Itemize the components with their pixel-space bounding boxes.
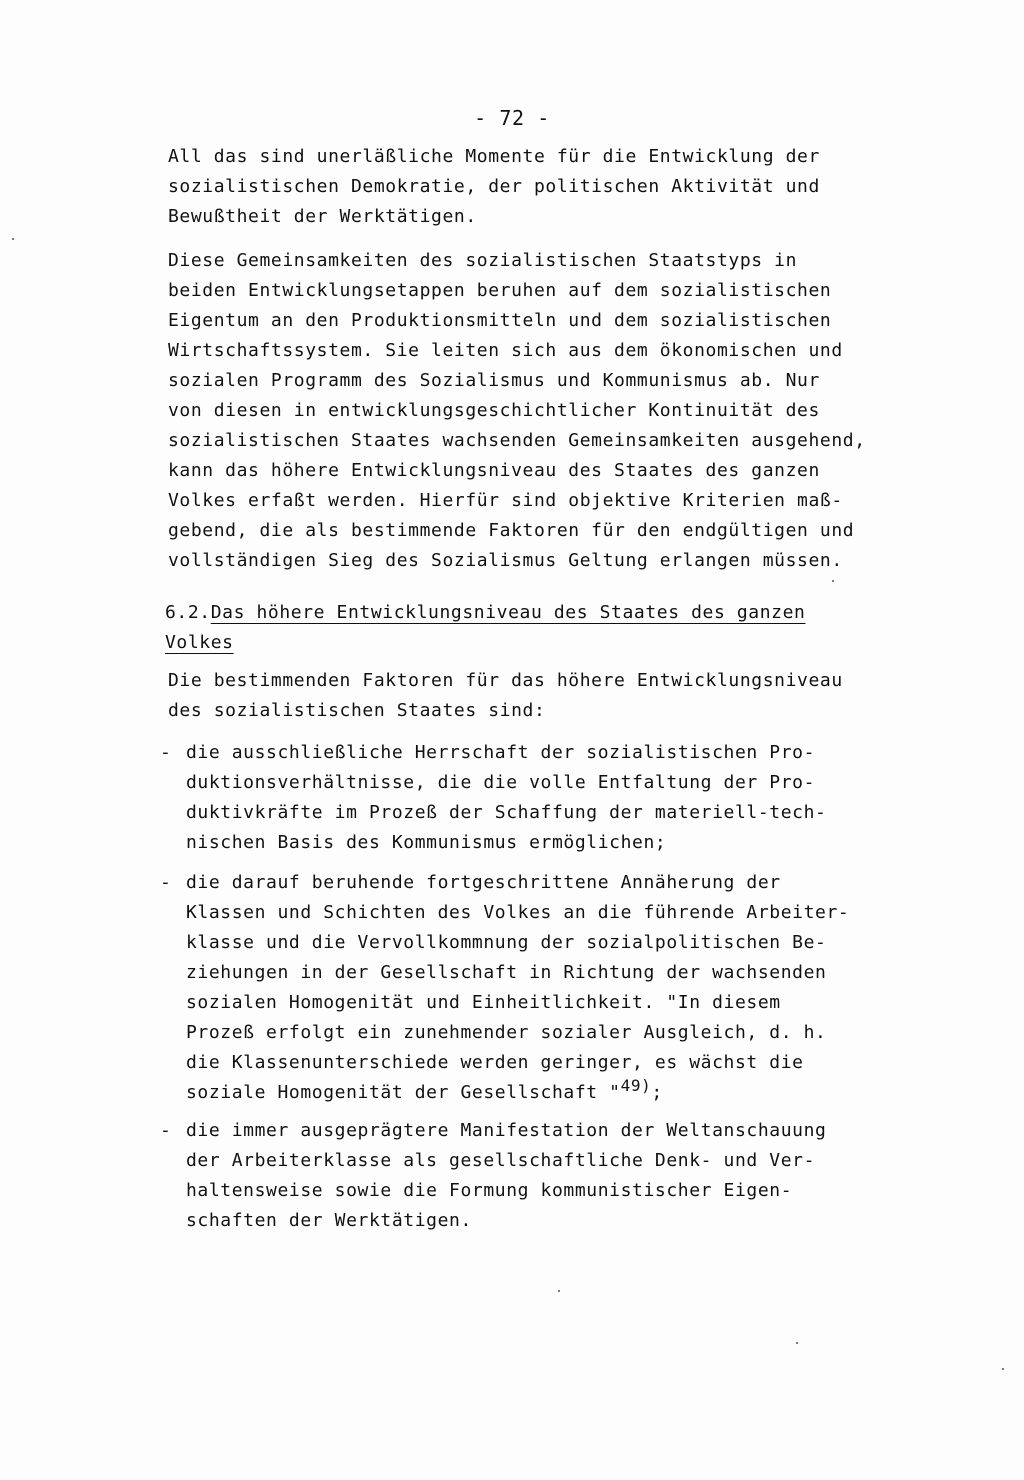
text-line: beiden Entwicklungsetappen beruhen auf dem sozialistischen [168,280,832,301]
intro-paragraph [168,666,898,726]
list-dash: - [160,742,172,763]
text-line: Wirtschaftssystem. Sie leiten sich aus dem ökonomischen und [168,340,843,361]
section-number: 6.2. [165,602,211,623]
footnote-ref: 49) [620,1076,652,1095]
section-heading [165,598,895,658]
text-line: Volkes erfaßt werden. Hierfür sind objektive Kriterien maß- [168,490,843,511]
text-line: All das sind unerläßliche Momente für die Entwicklung der [168,146,820,167]
text-fragment: ; [651,1082,663,1103]
scan-speck [12,238,14,240]
page-number: - 72 - [474,106,550,130]
text-line: gebend, die als bestimmende Faktoren für den endgültigen und [168,520,855,541]
text-line: sozialen Programm des Sozialismus und Kommunismus ab. Nur [168,370,820,391]
text-line: die immer ausgeprägtere Manifestation der Weltanschauung [186,1120,827,1141]
text-line: sozialistischen Demokratie, der politischen Aktivität und [168,176,820,197]
text-line: vollständigen Sieg des Sozialismus Geltung erlangen müssen. [168,550,843,571]
text-fragment: soziale Homogenität der Gesellschaft " [186,1082,621,1103]
text-line: Die bestimmenden Faktoren für das höhere Entwicklungsniveau [168,670,843,691]
section-title-line-2: Volkes [165,632,234,653]
scan-speck [558,1290,560,1292]
text-line: nischen Basis des Kommunismus ermöglichen; [186,832,667,853]
scan-speck [796,1342,798,1344]
text-line: der Arbeiterklasse als gesellschaftliche Denk- und Ver- [186,1150,816,1171]
text-line: kann das höhere Entwicklungsniveau des Staates des ganzen [168,460,820,481]
text-line: Klassen und Schichten des Volkes an die führende Arbeiter- [186,902,850,923]
text-line: Diese Gemeinsamkeiten des sozialistischen Staatstyps in [168,250,798,271]
scan-speck [832,580,834,582]
scan-speck [1002,1368,1004,1370]
text-line: von diesen in entwicklungsgeschichtlicher Kontinuität des [168,400,820,421]
text-line: Prozeß erfolgt ein zunehmender sozialer Ausgleich, d. h. [186,1022,827,1043]
text-line: sozialen Homogenität und Einheitlichkeit. "In diesem [186,992,781,1013]
text-line: schaften der Werktätigen. [186,1210,472,1231]
list-dash: - [160,1120,172,1141]
paragraph-2 [168,246,898,576]
text-line: duktivkräfte im Prozeß der Schaffung der materiell-tech- [186,802,827,823]
paragraph-1 [168,142,898,232]
section-title-line-1: Das höhere Entwicklungsniveau des Staates des ganzen [210,602,806,623]
text-line: die darauf beruhende fortgeschrittene Annäherung der [186,872,781,893]
list-dash: - [160,872,172,893]
text-line: klasse und die Vervollkommnung der sozialpolitischen Be- [186,932,827,953]
text-line: duktionsverhältnisse, die die volle Entfaltung der Pro- [186,772,816,793]
text-line: Eigentum an den Produktionsmitteln und dem sozialistischen [168,310,832,331]
text-line: sozialistischen Staates wachsenden Gemeinsamkeiten ausgehend, [168,430,866,451]
text-line: ziehungen in der Gesellschaft in Richtung der wachsenden [186,962,827,983]
text-line: die ausschließliche Herrschaft der sozialistischen Pro- [186,742,816,763]
text-line: haltensweise sowie die Formung kommunistischer Eigen- [186,1180,793,1201]
text-line-with-footnote [186,1078,896,1108]
text-line: des sozialistischen Staates sind: [168,700,546,721]
text-line: die Klassenunterschiede werden geringer, es wächst die [186,1052,804,1073]
text-line: Bewußtheit der Werktätigen. [168,206,477,227]
